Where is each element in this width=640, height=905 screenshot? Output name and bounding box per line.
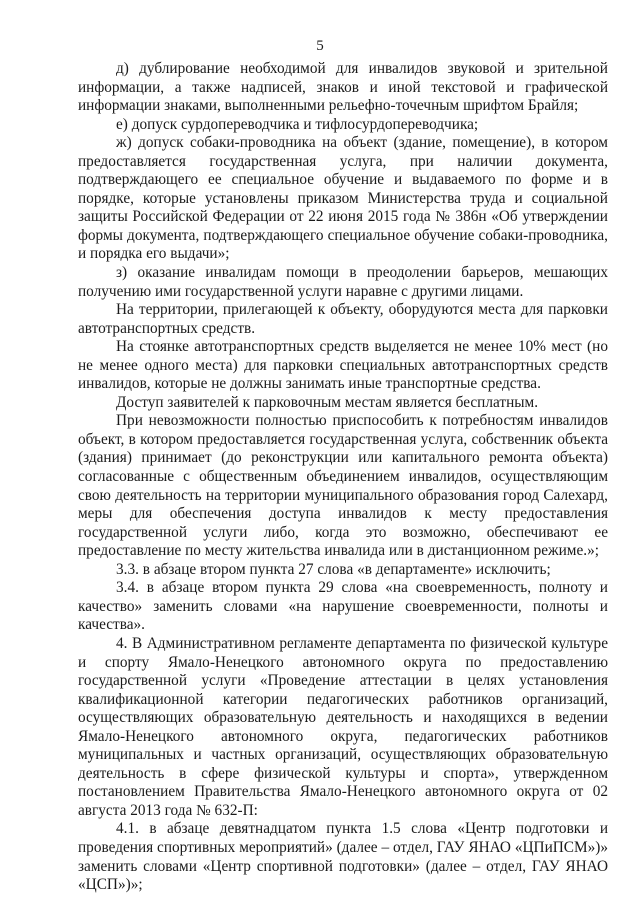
paragraph-z: з) оказание инвалидам помощи в преодолении барьеров, мешающих получению ими государственной услуги наравне с другими лицами.	[78, 264, 608, 300]
paragraph-zh: ж) допуск собаки-проводника на объект (здание, помещение), в котором предоставляется государственная услуга, при наличии документа, подтверждающего ее специальное обучение и выдаваемого по форме и в порядке, которые установлены приказом Министерства труда и социальной защиты Российской Федерации от 22 июня 2015 года № 386н «Об утверждении формы документа, подтверждающего специальное обучение собаки-проводника, и порядка его выдачи»;	[78, 134, 608, 263]
paragraph-parking-territory: На территории, прилегающей к объекту, оборудуются места для парковки автотранспортных средств.	[78, 301, 608, 337]
paragraph-d: д) дублирование необходимой для инвалидов звуковой и зрительной информации, а также надписей, знаков и иной текстовой и графической информации знаками, выполненными рельефно-точечным шрифтом Брайля;	[78, 60, 608, 115]
paragraph-e: е) допуск сурдопереводчика и тифлосурдопереводчика;	[116, 115, 479, 133]
paragraph-4: 4. В Административном регламенте департамента по физической культуре и спорту Ямало-Ненецкого автономного округа по предоставлению государственной услуги «Проведение аттестации в целях установления квалификационной категории педагогических работников организаций, осуществляющих образовательную деятельность и находящихся в ведении Ямало-Ненецкого автономного округа, педагогических работников муниципальных и частных организаций, осуществляющих образовательную деятельность в сфере физической культуры и спорта», утвержденном постановлением Правительства Ямало-Ненецкого автономного округа от 02 августа 2013 года № 632-П:	[78, 634, 608, 819]
paragraph-parking-free: Доступ заявителей к парковочным местам является бесплатным.	[116, 393, 539, 411]
paragraph-4-1: 4.1. в абзаце девятнадцатом пункта 1.5 слова «Центр подготовки и проведения спортивных мероприятий» (далее – отдел, ГАУ ЯНАО «ЦПиПСМ»)» заменить словами «Центр спортивной подготовки» (далее – отдел, ГАУ ЯНАО «ЦСП»)»;	[78, 820, 608, 894]
paragraph-parking-share: На стоянке автотранспортных средств выделяется не менее 10% мест (но не менее одного места) для парковки специальных автотранспортных средств инвалидов, которые не должны занимать иные транспортные средства.	[78, 338, 608, 393]
paragraph-3-4: 3.4. в абзаце втором пункта 29 слова «на своевременность, полноту и качество» заменить словами «на нарушение своевременности, полноты и качества».	[78, 579, 608, 634]
page-number: 5	[316, 38, 324, 54]
paragraph-3-3: 3.3. в абзаце втором пункта 27 слова «в департаменте» исключить;	[116, 560, 551, 578]
document-body	[78, 60, 608, 895]
paragraph-accessibility-measures: При невозможности полностью приспособить к потребностям инвалидов объект, в котором предоставляется государственная услуга, собственник объекта (здания) принимает (до реконструкции или капитального ремонта объекта) согласованные с общественным объединением инвалидов, осуществляющим свою деятельность на территории муниципального образования город Салехард, меры для обеспечения доступа инвалидов к месту предоставления государственной услуги либо, когда это возможно, обеспечивают ее предоставление по месту жительства инвалида или в дистанционном режиме.»;	[78, 412, 608, 560]
